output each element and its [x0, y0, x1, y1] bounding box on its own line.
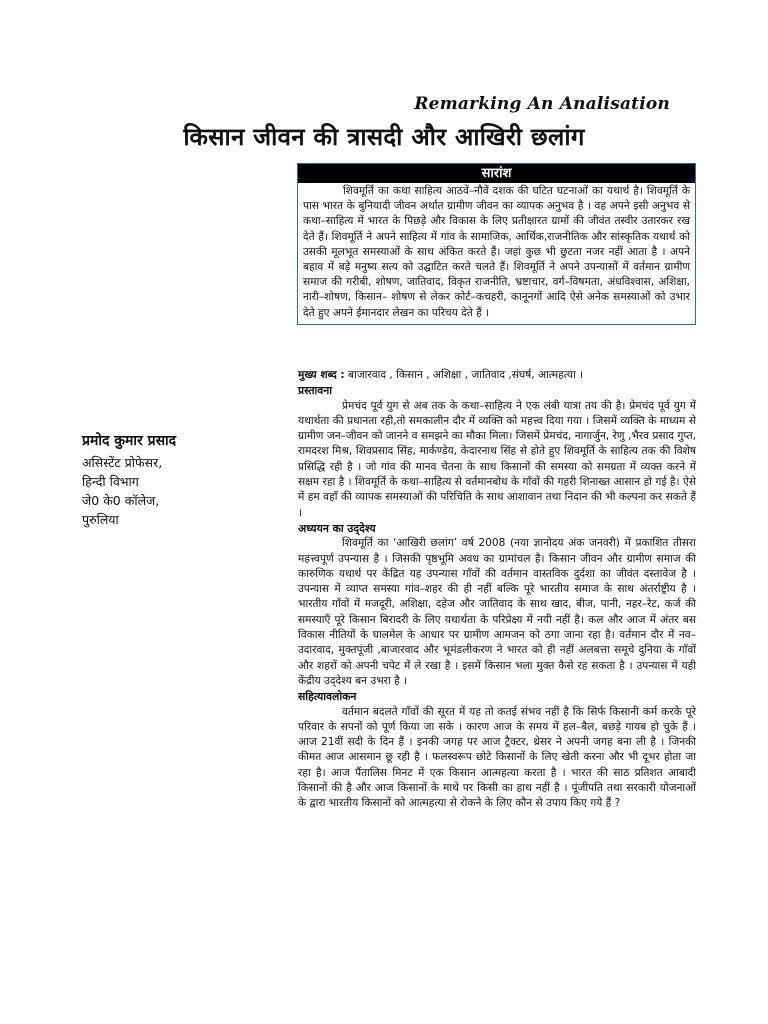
section-heading-introduction: प्रस्तावना — [298, 384, 333, 398]
abstract-box — [297, 163, 696, 325]
keywords-line — [298, 368, 696, 383]
journal-name: Remarking An Analisation — [414, 94, 670, 114]
keywords-label: मुख्य शब्द : — [298, 369, 345, 381]
author-block — [82, 432, 282, 529]
section-heading-objective: अध्ययन का उद्‌देश्य — [298, 521, 376, 535]
keywords-text: बाजारवाद , किसान , अशिक्षा , जातिवाद ,संघर्ष, आत्महत्या । — [348, 369, 584, 381]
section-text-introduction: प्रेमचंद पूर्व युग से अब तक के कथा–साहित्य ने एक लंबी यात्रा तय की है। प्रेमचंद पूर्व युग में यथार्थता की प्रधानता रही,तो समकालीन दौर में व्यक्ति को महत्त्व दिया गया । जिसमें व्यक्ति के माध्यम से ग्रामीण जन–जीवन को जानने व समझने का मौका मिला। जिसमें प्रेमचंद, नागार्जुन, रेणु ,भैरव प्रसाद गुप्त, रामदरश मिश्र, शिवप्रसाद सिंह, मार्कण्डेय, केदारनाथ सिंह से होते हुए शिवमूर्ति के साहित्य तक की विशेष प्रसिद्धि रही है । जो गांव की मानव चेतना के साथ किसानों की समस्या को समग्रता में व्यक्त करने में सक्षम रहा है । शिवमूर्ति के कथा–साहित्य से वर्तमानबोध के गाँवों की गहरी शिनाख्त आसान हो गई है। ऐसे में हम वहाँ की व्यापक समस्याओं की परिचिति के साथ आशावान तथा निदान की भी कल्पना कर सकते हैं । — [298, 399, 696, 519]
author-place: पुरुलिया — [82, 512, 119, 527]
abstract-heading: सारांश — [298, 164, 695, 183]
author-designation: असिस्टेंट प्रोफेसर, — [82, 455, 163, 470]
section-text-objective: शिवमूर्ति का ‘आखिरी छलांग’ वर्ष 2008 (नया ज्ञानोदय अंक जनवरी) में प्रकाशित तीसरा महत्त्वपूर्ण उपन्यास है । जिसकी पृष्ठभूमि अवध का ग्रामांचल है। किसान जीवन और ग्रामीण समाज की कारुणिक यथार्थ पर केंद्रित यह उपन्यास गाँवों की वर्तमान वास्तविक दुर्दशा का जीवंत दस्तावेज है । उपन्यास में व्याप्त समस्या गांव–शहर की ही नहीं बल्कि पूरे भारतीय समाज के साथ अंतर्राष्ट्रीय है । भारतीय गाँवों में मजदूरी, अशिक्षा, दहेज और जातिवाद के साथ खाद, बीज, पानी, नहर–रेट, कर्ज की समस्याएँ पूरे किसान बिरादरी के लिए यथार्थता के परिप्रेक्ष्य में नयी नहीं है। कल और आज में अंतर बस विकास नीतियों के घालमेल के आधार पर ग्रामीण आमजन को ठगा जाना रहा है। वर्तमान दौर में नव–उदारवाद, मुक्तपूंजी ,बाजारवाद और भूमंडलीकरण ने भारत को ही नहीं अलबत्ता समूचे दुनिया के गाँवों और शहरों को अपनी चपेट में ले रखा है । इसमें किसान भला मुक्त कैसे रह सकता है । उपन्यास में यही केंद्रीय उद्‌देश्य बन उभरा है । — [298, 537, 696, 687]
article-title: किसान जीवन की त्रासदी और आखिरी छलांग — [183, 123, 585, 151]
author-department: हिन्दी विभाग — [82, 474, 139, 489]
abstract-text: शिवमूर्ति का कथा साहित्य आठवें–नौवें दशक की घटित घटनाओं का यथार्थ है। शिवमूर्ति के पास भारत के बुनियादी जीवन अर्थात ग्रामीण जीवन का व्यापक अनुभव है । वह अपने इसी अनुभव से कथा–साहित्य में भारत के पिछड़े और विकास के लिए प्रतीक्षारत ग्रामों की जीवंत तस्वीर उतारकर रख देते हैं। शिवमूर्ति ने अपने साहित्य में गांव के सामाजिक, आर्थिक,राजनीतिक और सांस्कृतिक यथार्थ को उसकी मूलभूत समस्याओं के साथ अंकित करते हैं। जहां कुछ भी छुटता नजर नहीं आता है । अपने बहाव में बड़े मनुष्य सत्य को उद्घाटित करते चलते हैं। शिवमूर्ति ने अपने उपन्यासों में वर्तमान ग्रामीण समाज की गरीबी, शोषण, जातिवाद, विकृत राजनीति, भ्रष्टाचार, वर्ग–विषमता, अंधविश्वास, अशिक्षा, नारी–शोषण, किसान– शोषण से लेकर कोर्ट–कचहरी, कानूनगों आदि ऐसे अनेक समस्याओं को उभार देते हुए अपने ईमानदार लेखन का परिचय देते हैं । — [303, 185, 690, 319]
author-college: जे0 के0 कॉलेज, — [82, 493, 160, 508]
main-column — [298, 368, 696, 812]
author-name: प्रमोद कुमार प्रसाद — [82, 433, 177, 449]
section-heading-literature-review: सहित्यावलोकन — [298, 690, 357, 704]
section-text-literature-review: वर्तमान बदलते गाँवों की सूरत में यह तो कतई संभव नहीं है कि सिर्फ किसानी कर्म करके पूरे परिवार के सपनों को पूर्ण किया जा सके । कारण आज के समय में हल–बैल, बछड़े गायब हो चुके हैं । आज 21वीं सदी के दिन हैं । इनकी जगह पर आज ट्रैक्टर, थ्रेसर ने अपनी जगह बना ली है । जिनकी कीमत आज आसमान छू रही है । फलस्वरूप छोटे किसानों के लिए खेती करना और भी दूभर होता जा रहा है। आज पैंतालिस मिनट में एक किसान आत्महत्या करता है । भारत की साठ प्रतिशत आबादी किसानों की है और आज किसानों के माथे पर किसी का हाथ नहीं है । पूंजीपति तथा सरकारी योजनाओं के द्वारा भारतीय किसानों को आत्महत्या से रोकने के लिए कौन से उपाय किए गये हैं ? — [298, 705, 696, 810]
